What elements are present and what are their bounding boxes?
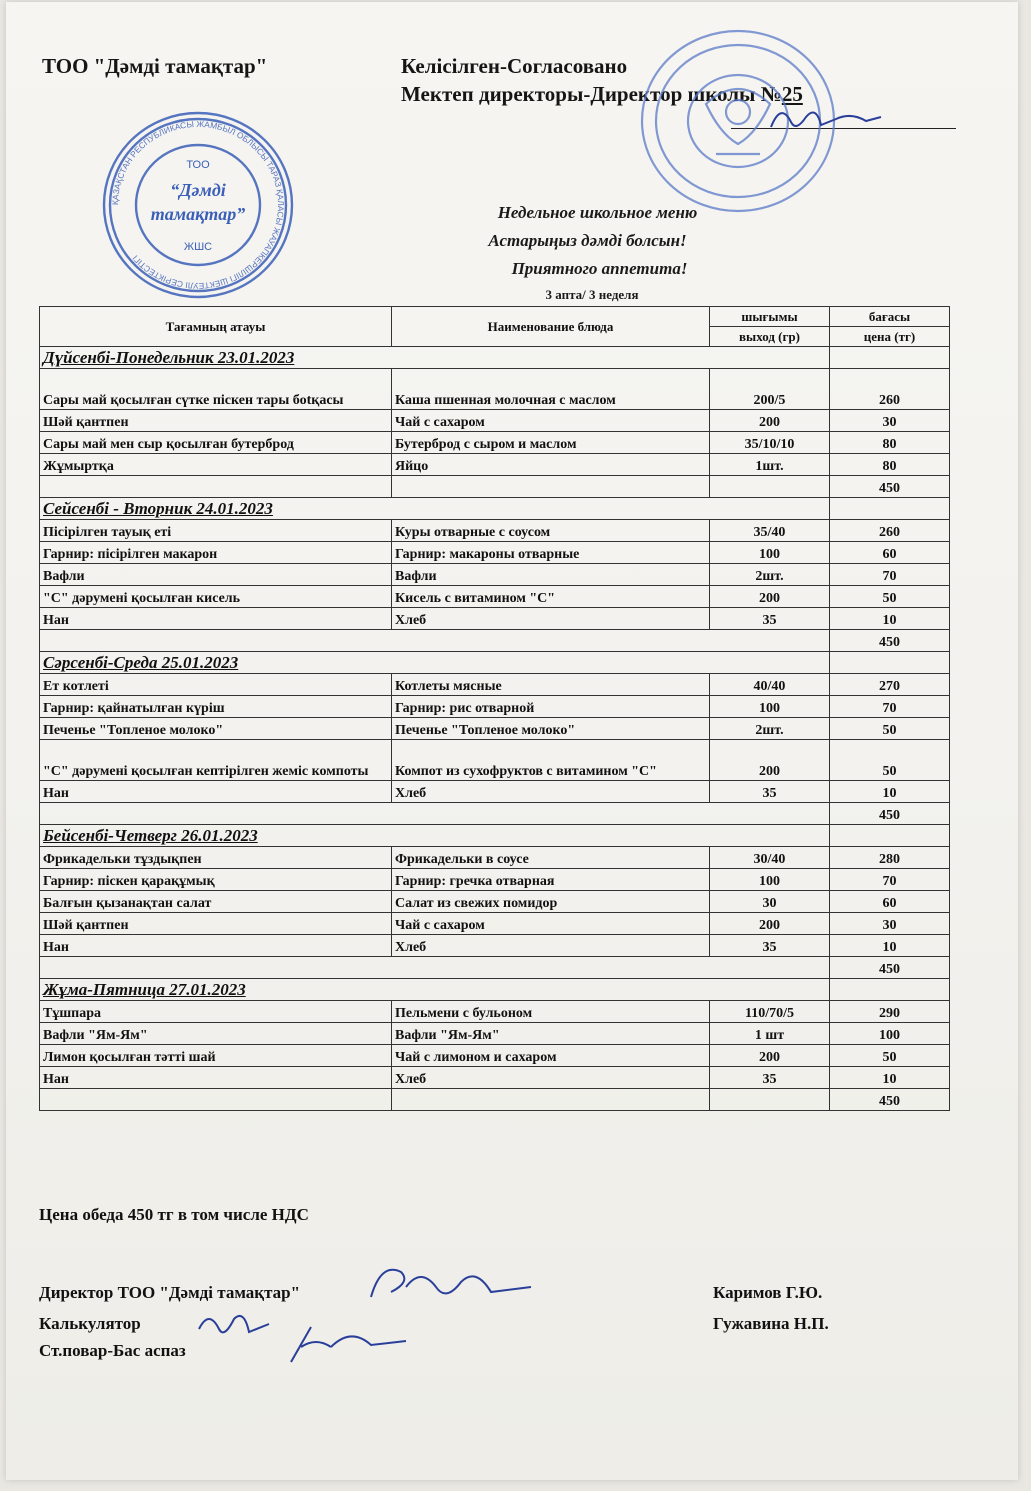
table-row [40,520,950,542]
total-row [40,1089,950,1111]
dish-yield: 1 шт [710,1023,830,1045]
stamp-top-text: ТОО [186,159,210,171]
day-row [40,498,950,520]
dish-yield: 100 [710,542,830,564]
dish-yield: 35 [710,608,830,630]
dish-ru: Гарнир: гречка отварная [392,869,710,891]
header-ru: Наименование блюда [392,307,710,347]
dish-price: 60 [830,542,950,564]
day-total: 450 [830,476,950,498]
calculator-signature [194,1304,274,1344]
dish-yield: 30/40 [710,847,830,869]
dish-price: 30 [830,410,950,432]
dish-kz: Нан [40,935,392,957]
dish-yield: 200 [710,913,830,935]
table-row [40,891,950,913]
stamp-name-line2: тамақтар” [150,204,246,224]
dish-kz: Нан [40,1067,392,1089]
agreed-label: Келісілген-Согласовано [401,54,628,78]
week-label: 3 апта/ 3 неделя [545,287,639,302]
table-row [40,1001,950,1023]
dish-price: 80 [830,432,950,454]
dish-ru: Хлеб [392,1067,710,1089]
dish-yield: 2шт. [710,564,830,586]
dish-kz: Ет котлеті [40,674,392,696]
table-row [40,1067,950,1089]
wish-kz: Астарыңыз дәмді болсын! [488,231,687,250]
dish-ru: Гарнир: рис отварной [392,696,710,718]
day-total: 450 [830,1089,950,1111]
price-note: Цена обеда 450 тг в том числе НДС [39,1205,309,1224]
table-row [40,913,950,935]
wish-ru: Приятного аппетита! [511,259,688,278]
table-row [40,369,950,410]
director-label: Директор ТОО "Дәмді тамақтар" [39,1283,301,1302]
table-row [40,1023,950,1045]
table-row [40,1045,950,1067]
dish-yield: 35/40 [710,520,830,542]
table-row [40,935,950,957]
day-name: Жұма-Пятница 27.01.2023 [40,979,830,1001]
total-row [40,957,950,979]
dish-price: 50 [830,1045,950,1067]
dish-yield: 100 [710,869,830,891]
dish-price: 70 [830,869,950,891]
dish-ru: Компот из сухофруктов с витамином "С" [392,740,710,781]
dish-ru: Печенье "Топленое молоко" [392,718,710,740]
dish-ru: Хлеб [392,935,710,957]
chef-label: Ст.повар-Бас аспаз [39,1341,186,1360]
table-row [40,564,950,586]
menu-title: Недельное школьное меню [497,203,698,222]
dish-price: 70 [830,564,950,586]
dish-price: 290 [830,1001,950,1023]
dish-yield: 30 [710,891,830,913]
dish-kz: Шәй қантпен [40,410,392,432]
dish-ru: Вафли [392,564,710,586]
dish-ru: Пельмени с бульоном [392,1001,710,1023]
table-row [40,847,950,869]
dish-kz: Шәй қантпен [40,913,392,935]
dish-yield: 200 [710,410,830,432]
total-row [40,803,950,825]
dish-kz: Вафли "Ям-Ям" [40,1023,392,1045]
dish-kz: Балғын қызанақтан салат [40,891,392,913]
calculator-label: Калькулятор [39,1314,141,1333]
dish-price: 100 [830,1023,950,1045]
dish-kz: Нан [40,608,392,630]
table-row [40,410,950,432]
header-yield-kz: шығымы [710,307,830,327]
dish-ru: Куры отварные с соусом [392,520,710,542]
dish-kz: Гарнир: қайнатылған күріш [40,696,392,718]
dish-yield: 35 [710,781,830,803]
dish-price: 10 [830,1067,950,1089]
day-total: 450 [830,957,950,979]
dish-ru: Гарнир: макароны отварные [392,542,710,564]
dish-yield: 35 [710,935,830,957]
dish-yield: 1шт. [710,454,830,476]
table-row [40,781,950,803]
stamp-ring-text: ҚАЗАҚСТАН РЕСПУБЛИКАСЫ ЖАМБЫЛ ОБЛЫСЫ ТАРАЗ ҚАЛАСЫ ЖАУАПКЕРШІЛІГІ ШЕКТЕУЛІ СЕРІКТЕСТІГІ [109,118,287,292]
day-name: Сәрсенбі-Среда 25.01.2023 [40,652,830,674]
table-row [40,454,950,476]
day-row [40,347,950,369]
dish-price: 10 [830,608,950,630]
dish-price: 30 [830,913,950,935]
dish-kz: Печенье "Топленое молоко" [40,718,392,740]
dish-yield: 35/10/10 [710,432,830,454]
day-total: 450 [830,630,950,652]
total-row [40,476,950,498]
dish-ru: Вафли "Ям-Ям" [392,1023,710,1045]
dish-ru: Чай с сахаром [392,410,710,432]
dish-yield: 200 [710,1045,830,1067]
header-price-kz: бағасы [830,307,950,327]
director-name: Каримов Г.Ю. [713,1283,823,1302]
calculator-name: Гужавина Н.П. [713,1314,829,1333]
dish-price: 60 [830,891,950,913]
director-line-text: Мектеп директоры-Директор школы № [401,82,782,106]
dish-price: 80 [830,454,950,476]
table-row [40,696,950,718]
dish-kz: Жұмыртқа [40,454,392,476]
dish-kz: Гарнир: піскен қарақұмық [40,869,392,891]
table-row [40,869,950,891]
table-row [40,542,950,564]
table-row [40,718,950,740]
dish-yield: 40/40 [710,674,830,696]
dish-price: 260 [830,369,950,410]
dish-kz: Вафли [40,564,392,586]
dish-kz: Гарнир: пісірілген макарон [40,542,392,564]
dish-ru: Котлеты мясные [392,674,710,696]
dish-kz: "С" дәрумені қосылған кептірілген жеміс компоты [40,740,392,781]
header-kz: Тағамның атауы [40,307,392,347]
dish-ru: Хлеб [392,781,710,803]
dish-price: 280 [830,847,950,869]
dish-price: 50 [830,586,950,608]
day-row [40,979,950,1001]
dish-kz: Тұшпара [40,1001,392,1023]
table-row [40,586,950,608]
chef-signature [281,1317,411,1367]
dish-ru: Каша пшенная молочная с маслом [392,369,710,410]
day-total: 450 [830,803,950,825]
dish-ru: Чай с сахаром [392,913,710,935]
dish-yield: 200/5 [710,369,830,410]
day-name: Бейсенбі-Четверг 26.01.2023 [40,825,830,847]
dish-kz: Пісірілген тауық еті [40,520,392,542]
dish-price: 50 [830,718,950,740]
dish-yield: 100 [710,696,830,718]
school-number: 25 [781,82,803,106]
dish-ru: Яйцо [392,454,710,476]
day-name: Сейсенбі - Вторник 24.01.2023 [40,498,830,520]
dish-kz: Нан [40,781,392,803]
dish-price: 10 [830,935,950,957]
dish-ru: Чай с лимоном и сахаром [392,1045,710,1067]
dish-price: 70 [830,696,950,718]
table-row [40,432,950,454]
dish-kz: Лимон қосылған тәтті шай [40,1045,392,1067]
dish-kz: "С" дәрумені қосылған кисель [40,586,392,608]
dish-yield: 2шт. [710,718,830,740]
dish-yield: 200 [710,586,830,608]
dish-price: 270 [830,674,950,696]
day-row [40,652,950,674]
stamp-name-line1: “Дәмді [170,180,226,200]
dish-kz: Сары май мен сыр қосылған бутерброд [40,432,392,454]
dish-yield: 200 [710,740,830,781]
header-price-ru: цена (тг) [830,327,950,347]
day-name: Дүйсенбі-Понедельник 23.01.2023 [40,347,830,369]
total-row [40,630,950,652]
table-row [40,740,950,781]
table-row [40,674,950,696]
dish-kz: Сары май қосылған сүтке піскен тары боtқасы [40,369,392,410]
director-signature [361,1257,541,1317]
dish-kz: Фрикадельки тұздықпен [40,847,392,869]
dish-ru: Хлеб [392,608,710,630]
dish-ru: Кисель с витамином "С" [392,586,710,608]
dish-ru: Салат из свежих помидор [392,891,710,913]
table-row [40,608,950,630]
dish-yield: 110/70/5 [710,1001,830,1023]
dish-yield: 35 [710,1067,830,1089]
dish-price: 10 [830,781,950,803]
menu-table [39,306,950,1111]
stamp-bottom-text: ЖШС [183,241,213,253]
dish-ru: Фрикадельки в соусе [392,847,710,869]
dish-ru: Бутерброд с сыром и маслом [392,432,710,454]
approval-signature [766,97,886,137]
day-row [40,825,950,847]
document-page [6,2,1018,1480]
dish-price: 50 [830,740,950,781]
dish-price: 260 [830,520,950,542]
company-name: ТОО "Дәмді тамақтар" [42,54,268,78]
header-yield-ru: выход (гр) [710,327,830,347]
